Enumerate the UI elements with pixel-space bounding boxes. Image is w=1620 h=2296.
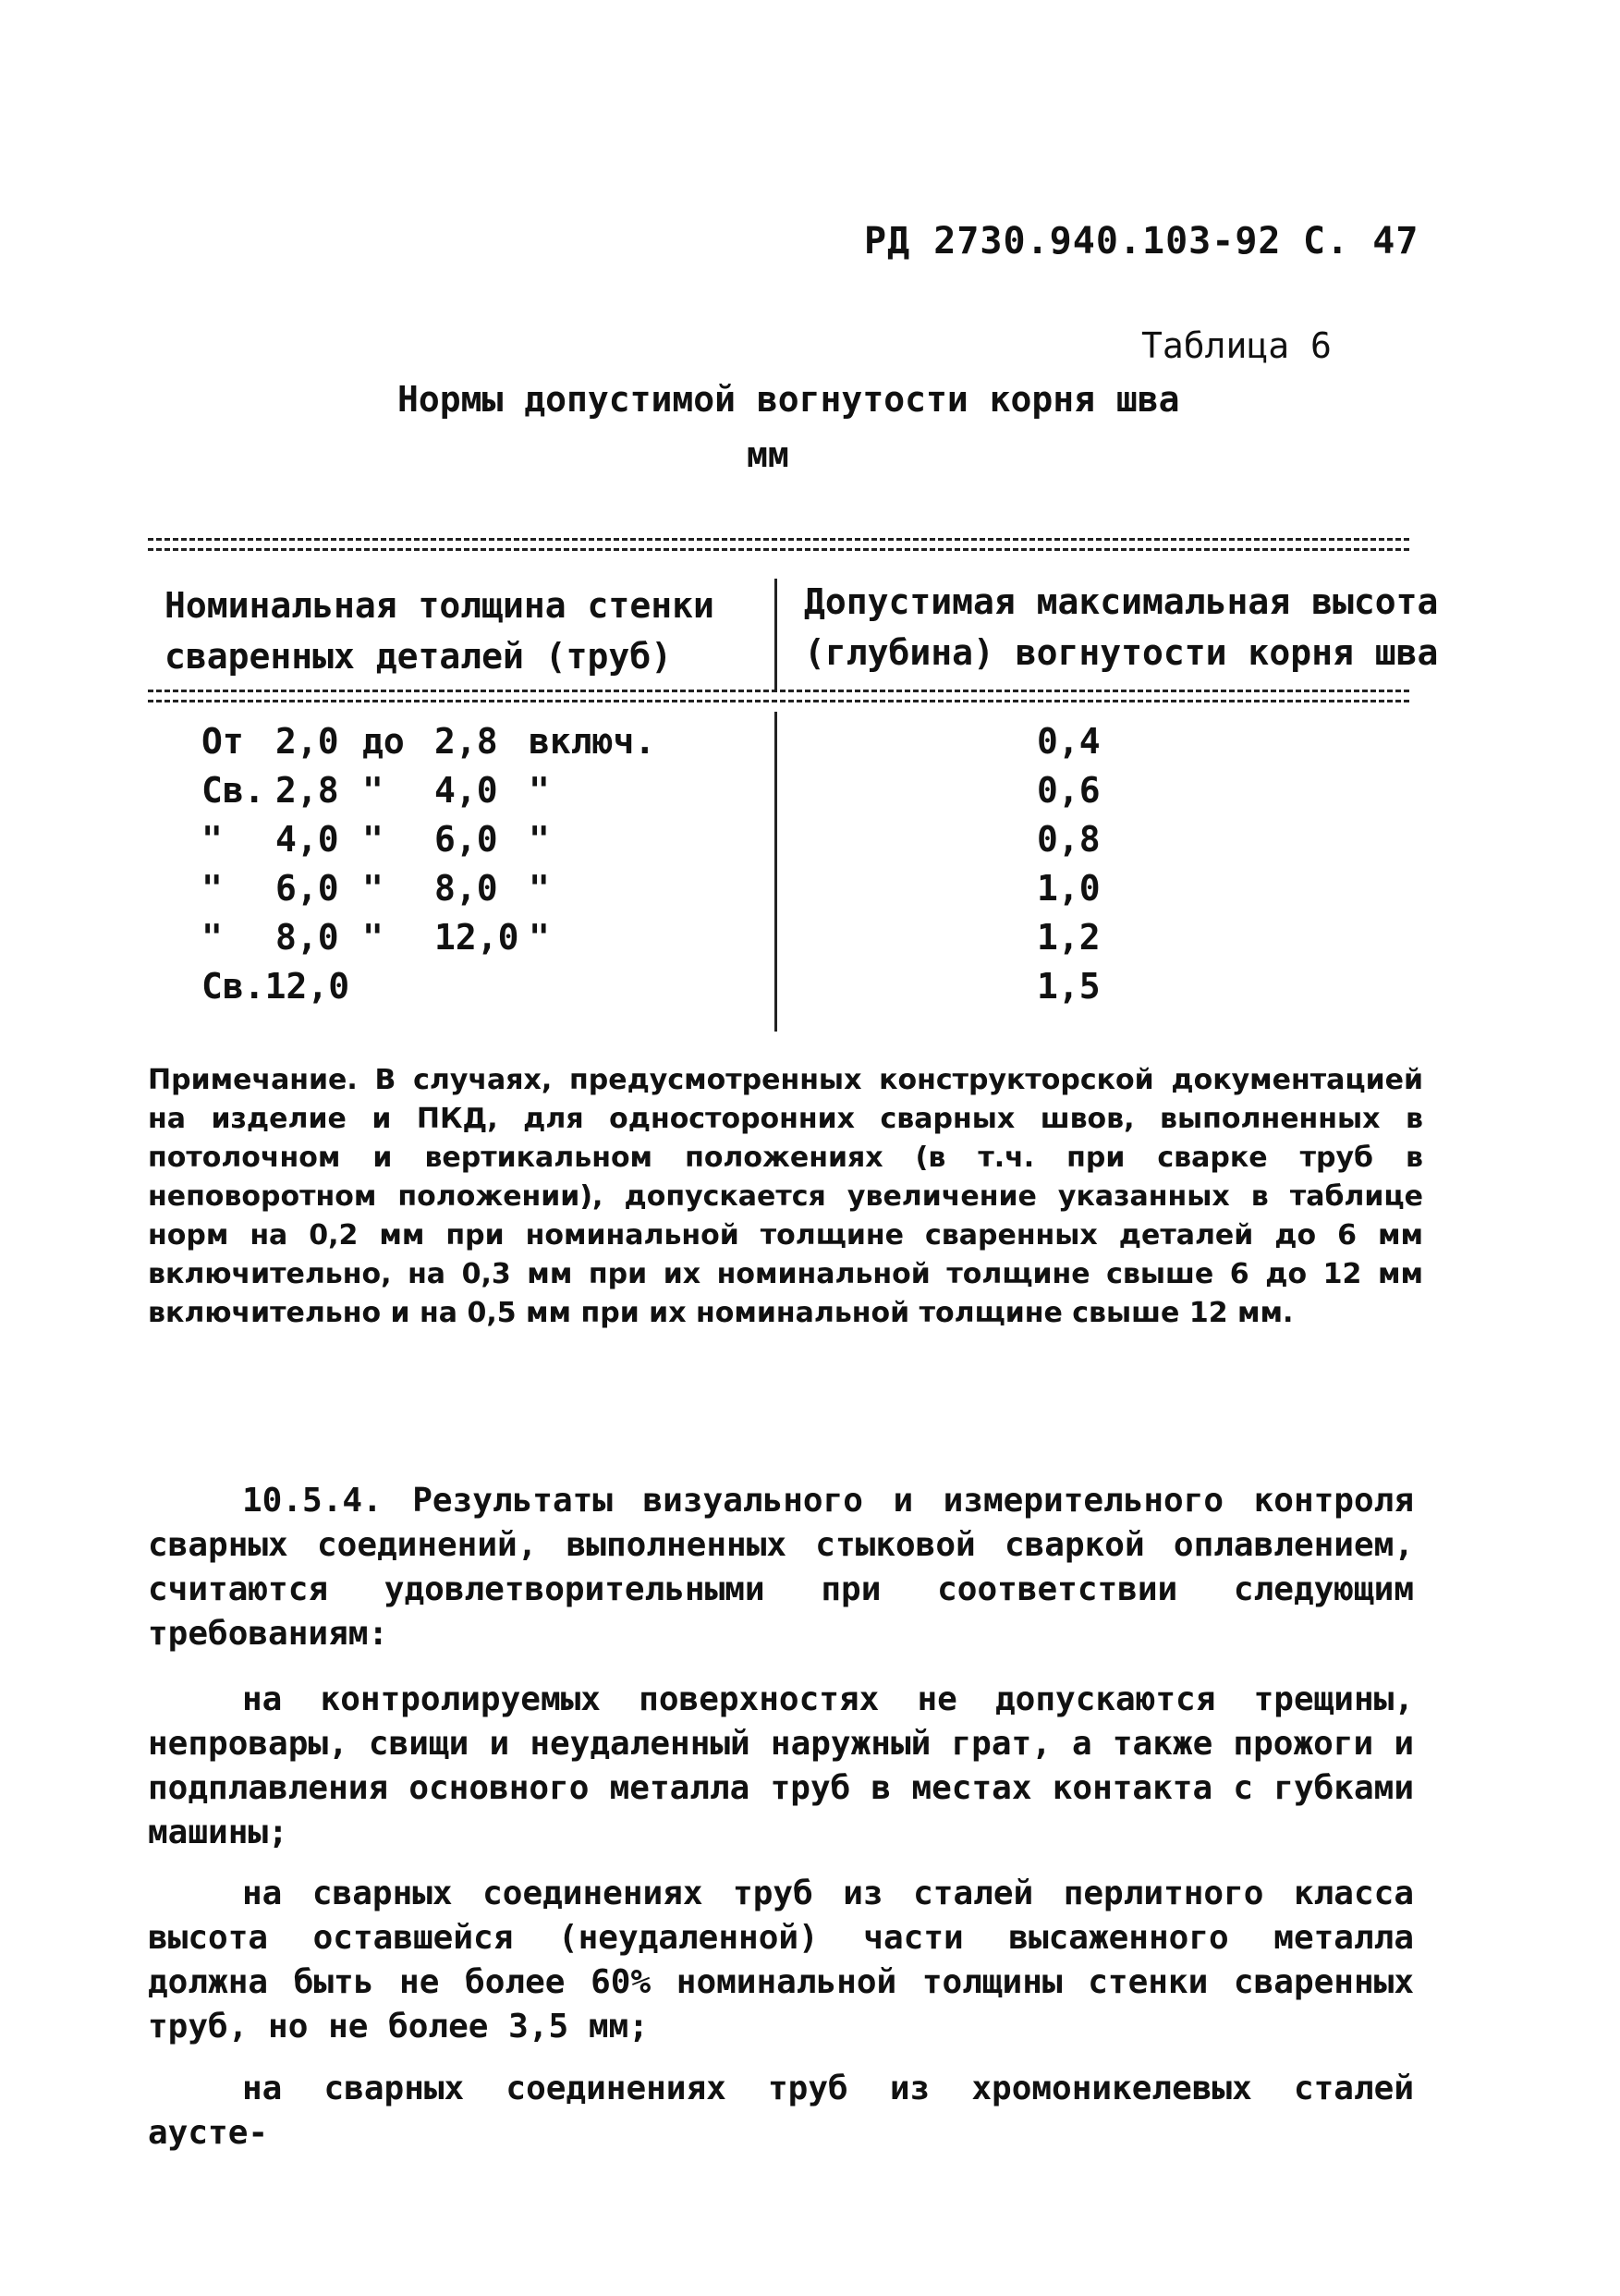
cell-inclusive: " — [529, 868, 550, 909]
cell-prefix: " — [201, 917, 223, 958]
column-header-line: Допустимая максимальная высота — [804, 581, 1439, 622]
cell-to: 2,8 — [434, 721, 498, 762]
cell-value: 0,6 — [1037, 770, 1101, 811]
cell-inclusive: " — [529, 819, 550, 860]
cell-from: 8,0 — [275, 917, 339, 958]
cell-inclusive: включ. — [529, 721, 656, 762]
cell-prefix: " — [201, 868, 223, 909]
table-row — [0, 966, 1620, 1015]
body-paragraph: на сварных соединениях труб из хромоникелевых сталей аусте- — [148, 2070, 1414, 2152]
document-code: РД 2730.940.103-92 — [864, 220, 1282, 263]
cell-from: 2,8 — [275, 770, 339, 811]
body-paragraph: на контролируемых поверхностях не допускаются трещины, непровары, свищи и неудаленный наружный грат, а также прожоги и подплавления основного металла труб в местах контакта с губками машины; — [148, 1680, 1414, 1851]
table-row — [0, 721, 1620, 770]
cell-to: 12,0 — [434, 917, 519, 958]
cell-inclusive: " — [529, 917, 550, 958]
cell-to-word: " — [362, 917, 384, 958]
column-header-concavity — [804, 577, 1438, 678]
table-row — [0, 770, 1620, 819]
column-header-line: Номинальная толщина стенки — [164, 585, 714, 626]
table-header-divider — [774, 579, 777, 691]
column-header-thickness — [164, 580, 714, 682]
cell-to: 8,0 — [434, 868, 498, 909]
cell-value: 1,0 — [1037, 868, 1101, 909]
table-title: Нормы допустимой вогнутости корня шва — [397, 379, 1180, 420]
cell-to-word: " — [362, 770, 384, 811]
cell-value: 1,2 — [1037, 917, 1101, 958]
cell-to: 6,0 — [434, 819, 498, 860]
cell-value: 0,8 — [1037, 819, 1101, 860]
column-header-line: сваренных деталей (труб) — [164, 636, 673, 677]
cell-from: 6,0 — [275, 868, 339, 909]
table-row — [0, 868, 1620, 917]
table-row — [0, 917, 1620, 966]
body-paragraph: 10.5.4. Результаты визуального и измерительного контроля сварных соединений, выполненных стыковой сваркой оплавлением, считаются удовлетворительными при соответствии следующим требованиям: — [148, 1482, 1414, 1653]
cell-prefix: " — [201, 819, 223, 860]
cell-prefix: Св.12,0 — [201, 966, 350, 1007]
cell-to: 4,0 — [434, 770, 498, 811]
cell-to-word: до — [362, 721, 405, 762]
table-top-rule — [148, 538, 1409, 551]
table-row — [0, 819, 1620, 868]
table-unit: мм — [747, 434, 789, 475]
cell-inclusive: " — [529, 770, 550, 811]
body-paragraph: на сварных соединениях труб из сталей перлитного класса высота оставшейся (неудаленной) части высаженного металла должна быть не более 60% номинальной толщины стенки сваренных труб, но не более 3,5 мм; — [148, 1875, 1414, 2046]
table-header-rule — [148, 690, 1409, 702]
cell-from: 4,0 — [275, 819, 339, 860]
page-number: С. 47 — [1303, 220, 1419, 263]
cell-value: 0,4 — [1037, 721, 1101, 762]
cell-prefix: Св. — [201, 770, 265, 811]
cell-value: 1,5 — [1037, 966, 1101, 1007]
table-note: Примечание. В случаях, предусмотренных конструкторской документацией на изделие и ПКД, для односторонних сварных швов, выполненных в потолочном и вертикальном положениях (в т.ч. при сварке труб в неповоротном положении), допускается увеличение указанных в таблице норм на 0,2 мм при номинальной толщине сваренных деталей до 6 мм включительно, на 0,3 мм при их номинальной толщине свыше 6 до 12 мм включительно и на 0,5 мм при их номинальной толщине свыше 12 мм. — [148, 1064, 1423, 1329]
column-header-line: (глубина) вогнутости корня шва — [804, 632, 1439, 673]
cell-from: 2,0 — [275, 721, 339, 762]
cell-to-word: " — [362, 868, 384, 909]
cell-prefix: От — [201, 721, 244, 762]
table-number: Таблица 6 — [1141, 325, 1332, 366]
cell-to-word: " — [362, 819, 384, 860]
